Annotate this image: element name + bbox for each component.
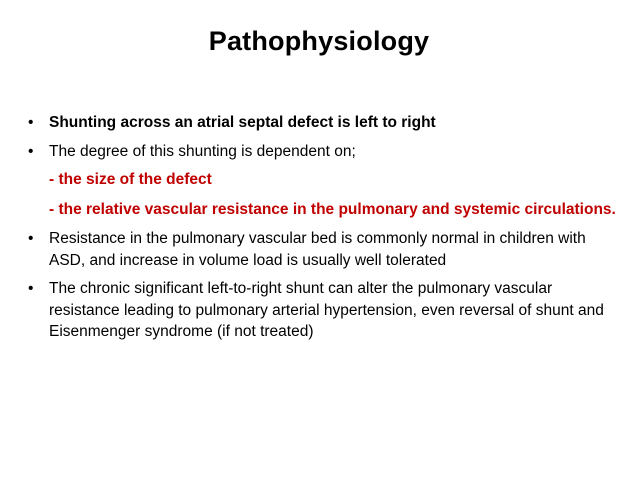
bullet-item-shunting bbox=[28, 112, 618, 134]
subpoint-vascular-resistance: - the relative vascular resistance in the pulmonary and systemic circulations. bbox=[49, 200, 616, 218]
bullet-item-resistance bbox=[28, 228, 618, 271]
slide-content bbox=[28, 112, 618, 350]
bullet-text: The degree of this shunting is dependent on; bbox=[49, 142, 356, 160]
bullet-text: Resistance in the pulmonary vascular bed is commonly normal in children with ASD, and increase in volume load is usually well tolerated bbox=[49, 230, 586, 269]
bullet-item-chronic-shunt bbox=[28, 278, 618, 343]
bullet-marker: • bbox=[28, 280, 34, 297]
bullet-marker: • bbox=[28, 114, 34, 131]
bullet-text: The chronic significant left-to-right shunt can alter the pulmonary vascular resistance leading to pulmonary arterial hypertension, even reversal of shunt and Eisenmenger syndrome (if not treated) bbox=[49, 280, 604, 340]
bullet-text: Shunting across an atrial septal defect is left to right bbox=[49, 114, 436, 131]
subpoint-defect-size: - the size of the defect bbox=[49, 171, 212, 188]
slide-title: Pathophysiology bbox=[208, 26, 430, 56]
bullet-marker: • bbox=[28, 230, 34, 247]
bullet-item-degree bbox=[28, 141, 618, 163]
bullet-marker: • bbox=[28, 142, 34, 160]
